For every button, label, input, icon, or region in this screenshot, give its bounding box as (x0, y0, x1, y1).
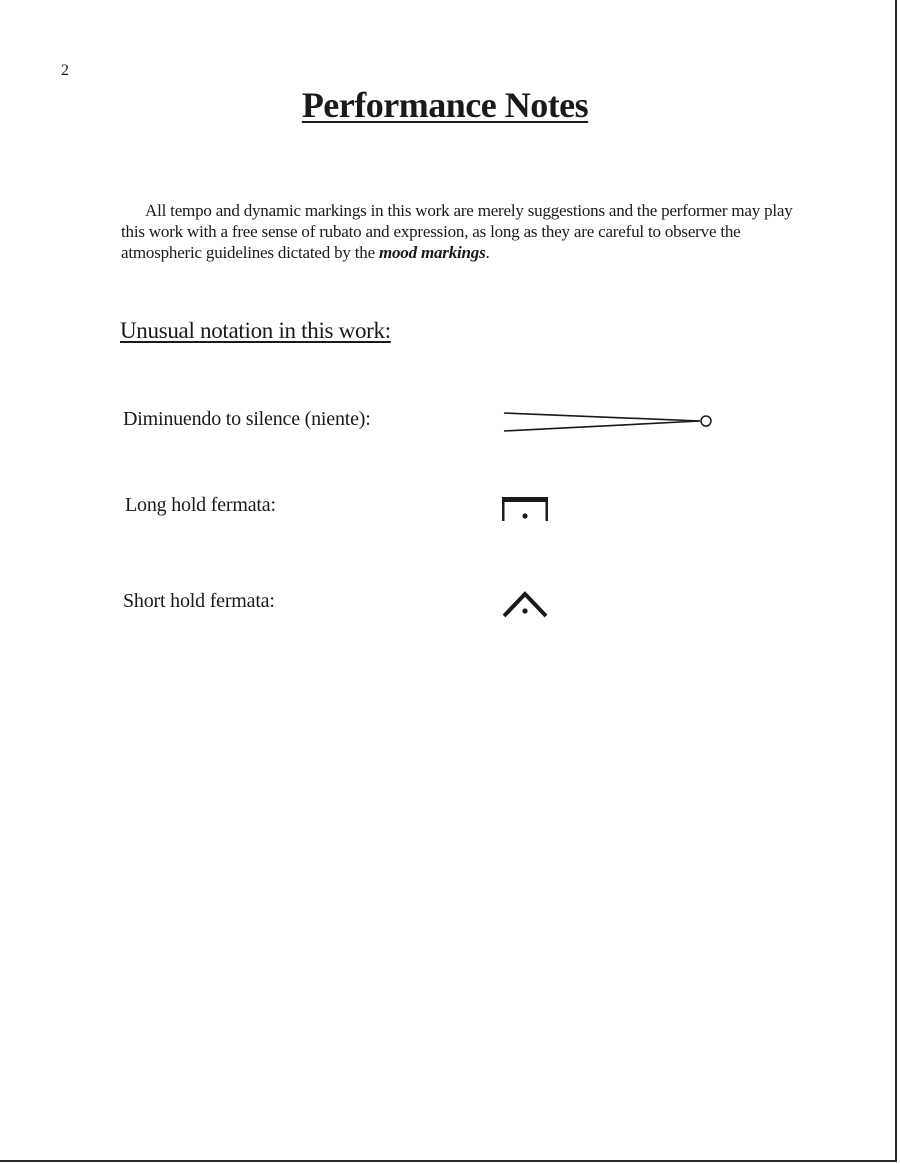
page-title: Performance Notes (301, 85, 589, 125)
niente-hairpin-icon (500, 405, 720, 437)
mood-markings-emphasis: mood markings (378, 243, 486, 262)
notation-label-short-fermata: Short hold fermata: (123, 590, 275, 612)
short-fermata-icon (500, 585, 552, 621)
page-number: 2 (61, 62, 69, 79)
notation-heading: Unusual notation in this work: (120, 318, 391, 343)
intro-paragraph (121, 200, 801, 263)
notation-label-diminuendo: Diminuendo to silence (niente): (123, 408, 371, 430)
intro-text: All tempo and dynamic markings in this work are merely suggestions and the performer may play this work with a free sense of rubato and expression, as long as they are careful to observe the atmospheric guidelines dictated by the (121, 201, 793, 262)
long-fermata-icon (499, 494, 551, 524)
notation-label-long-fermata: Long hold fermata: (125, 494, 276, 516)
intro-text-end: . (485, 243, 490, 262)
